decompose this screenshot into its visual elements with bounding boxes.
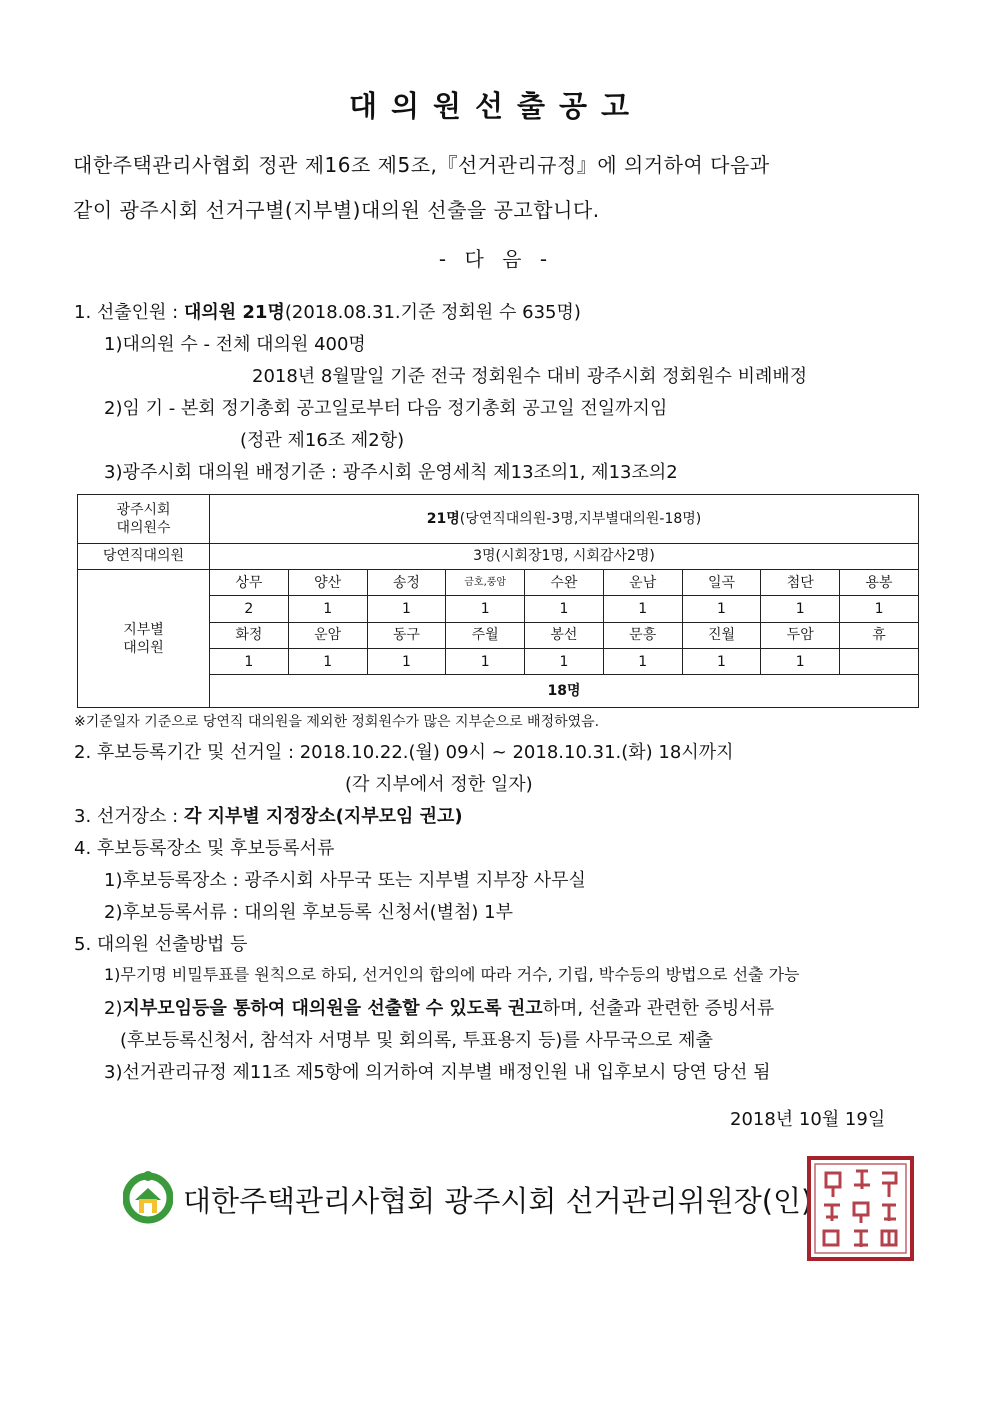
branch-name: 동구	[367, 622, 446, 648]
branch-name: 두암	[761, 622, 840, 648]
branch-count: 1	[682, 596, 761, 622]
item-1-1-detail: 2018년 8월말일 기준 전국 정회원수 대비 광주시회 정회원수 비례배정	[252, 366, 808, 387]
branch-name: 양산	[288, 570, 367, 596]
branch-count	[840, 649, 919, 675]
item-4: 4. 후보등록장소 및 후보등록서류	[74, 838, 335, 859]
branch-count: 1	[603, 596, 682, 622]
ex-officio-value: 3명(시회장1명, 시회감사2명)	[210, 543, 919, 569]
item-5: 5. 대의원 선출방법 등	[74, 934, 248, 955]
item-1-2-detail: (정관 제16조 제2항)	[240, 430, 405, 451]
item-1-bold: 대의원 21명	[183, 302, 285, 323]
branch-total: 18명	[210, 675, 919, 708]
association-logo-icon	[123, 1170, 173, 1224]
item-5-2	[104, 994, 774, 1020]
branch-name: 용봉	[840, 570, 919, 596]
branch-count: 1	[525, 596, 604, 622]
ex-officio-label: 당연직대의원	[78, 543, 210, 569]
branch-count: 1	[446, 596, 525, 622]
page-title: 대의원선출공고	[348, 89, 644, 123]
branch-name: 일곡	[682, 570, 761, 596]
total-value-rest: (당연직대의원-3명,지부별대의원-18명)	[459, 510, 702, 527]
branch-name: 봉선	[525, 622, 604, 648]
item-5-2-prefix: 2)	[104, 998, 123, 1019]
item-1-3: 3)광주시회 대의원 배정기준 : 광주시회 운영세칙 제13조의1, 제13조의2	[104, 462, 678, 483]
branch-count: 1	[367, 649, 446, 675]
branch-label-line-1: 지부별	[123, 621, 164, 638]
branch-name: 운남	[603, 570, 682, 596]
intro-line-1: 대한주택관리사협회 정관 제16조 제5조,『선거관리규정』에 의거하여 다음과	[73, 153, 770, 177]
table-note: ※기준일자 기준으로 당연직 대의원을 제외한 정회원수가 많은 지부순으로 배정하였음.	[74, 714, 600, 730]
table-row-ex-officio	[78, 543, 919, 569]
branch-count: 1	[761, 649, 840, 675]
item-5-3: 3)선거관리규정 제11조 제5항에 의거하여 지부별 배정인원 내 입후보시 당연 당선 됨	[104, 1062, 771, 1083]
allocation-table	[77, 494, 919, 708]
table-row-total	[78, 495, 919, 544]
item-1	[74, 298, 581, 324]
item-5-2-detail: (후보등록신청서, 참석자 서명부 및 회의록, 투표용지 등)를 사무국으로 제출	[120, 1030, 713, 1051]
item-3-prefix: 3. 선거장소 :	[74, 806, 184, 827]
item-4-1: 1)후보등록장소 : 광주시회 사무국 또는 지부별 지부장 사무실	[104, 870, 586, 891]
branch-name: 운암	[288, 622, 367, 648]
total-label-cell	[78, 495, 210, 544]
announcement-date: 2018년 10월 19일	[730, 1109, 886, 1130]
item-2: 2. 후보등록기간 및 선거일 : 2018.10.22.(월) 09시 ~ 2018.10.31.(화) 18시까지	[74, 742, 734, 763]
branch-count: 1	[210, 649, 289, 675]
item-1-prefix: 1. 선출인원 :	[74, 302, 184, 323]
branch-count: 1	[446, 649, 525, 675]
branch-name: 금호,풍암	[446, 570, 525, 596]
item-5-1: 1)무기명 비밀투표를 원칙으로 하되, 선거인의 합의에 따라 거수, 기립, 박수등의 방법으로 선출 가능	[104, 965, 800, 984]
item-4-2: 2)후보등록서류 : 대의원 후보등록 신청서(별첨) 1부	[104, 902, 514, 923]
branch-name: 문흥	[603, 622, 682, 648]
branch-count: 1	[840, 596, 919, 622]
item-2-detail: (각 지부에서 정한 일자)	[345, 774, 533, 795]
branch-count: 1	[288, 649, 367, 675]
branch-label-cell	[78, 570, 210, 708]
intro-line-2: 같이 광주시회 선거구별(지부별)대의원 선출을 공고합니다.	[73, 198, 600, 222]
item-3	[74, 802, 463, 828]
branch-count: 1	[682, 649, 761, 675]
branch-name: 첨단	[761, 570, 840, 596]
branch-name: 수완	[525, 570, 604, 596]
branch-count: 2	[210, 596, 289, 622]
branch-count: 1	[603, 649, 682, 675]
branch-count: 1	[288, 596, 367, 622]
branch-label-line-2: 대의원	[123, 639, 164, 656]
branch-name: 상무	[210, 570, 289, 596]
item-1-1: 1)대의원 수 - 전체 대의원 400명	[104, 334, 366, 355]
item-3-bold: 각 지부별 지정장소(지부모임 권고)	[183, 806, 463, 827]
item-5-2-bold: 지부모임등을 통하여 대의원을 선출할 수 있도록 권고	[122, 998, 543, 1019]
total-label-line-1: 광주시회	[116, 501, 171, 518]
branch-count: 1	[367, 596, 446, 622]
total-value-cell	[210, 495, 919, 544]
item-1-rest: (2018.08.31.기준 정회원 수 635명)	[284, 302, 581, 323]
branch-count: 1	[525, 649, 604, 675]
official-seal-icon	[806, 1155, 915, 1262]
branch-name: 휴	[840, 622, 919, 648]
item-5-2-rest: 하며, 선출과 관련한 증빙서류	[542, 998, 775, 1019]
branch-count: 1	[761, 596, 840, 622]
total-value-bold: 21명	[426, 510, 460, 527]
branch-name: 송정	[367, 570, 446, 596]
branch-name: 주월	[446, 622, 525, 648]
total-label-line-2: 대의원수	[116, 519, 171, 536]
table-row	[78, 570, 919, 596]
section-heading: - 다 음 -	[438, 247, 554, 271]
signature: 대한주택관리사협회 광주시회 선거관리위원장(인)	[183, 1184, 813, 1218]
item-1-2: 2)임 기 - 본회 정기총회 공고일로부터 다음 정기총회 공고일 전일까지임	[104, 398, 668, 419]
branch-name: 화정	[210, 622, 289, 648]
branch-name: 진월	[682, 622, 761, 648]
